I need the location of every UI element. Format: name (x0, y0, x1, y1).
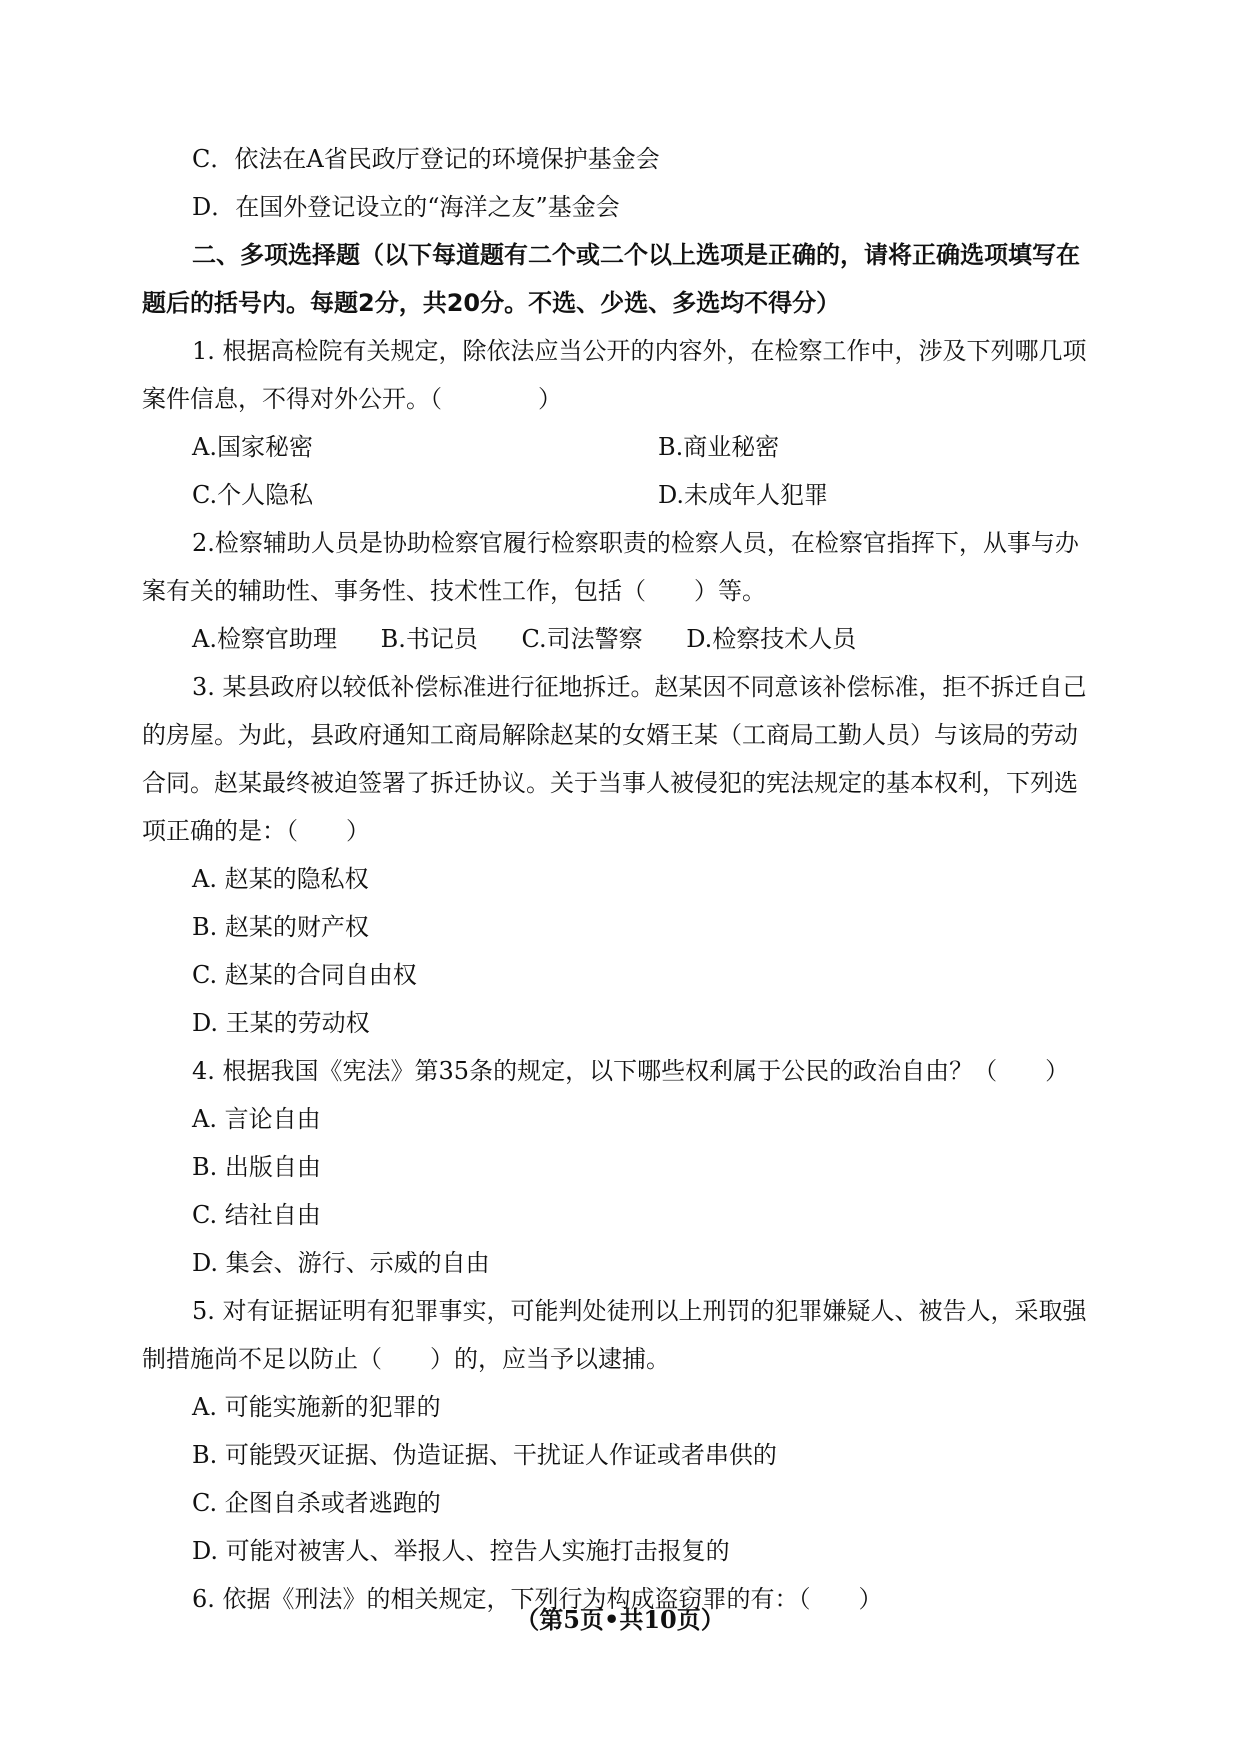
question-3-option-a: A. 赵某的隐私权 (192, 865, 369, 893)
q-prev-option-d: D．在国外登记设立的“海洋之友”基金会 (192, 193, 620, 221)
question-1-text: 1. 根据高检院有关规定，除依法应当公开的内容外，在检察工作中，涉及下列哪几项 (192, 337, 1087, 365)
question-4-option-a: A. 言论自由 (192, 1105, 321, 1133)
question-2-options (142, 615, 1124, 663)
exam-content (142, 135, 1124, 1623)
question-3-text-cont-3: 项正确的是：（ ） (142, 817, 370, 845)
q-prev-option-c: C．依法在A省民政厅登记的环境保护基金会 (192, 145, 660, 173)
question-3-option-c: C. 赵某的合同自由权 (192, 961, 417, 989)
question-2-option-b: B.书记员 (380, 625, 478, 653)
question-3-option-b: B. 赵某的财产权 (192, 913, 369, 941)
question-2-text: 2.检察辅助人员是协助检察官履行检察职责的检察人员，在检察官指挥下，从事与办 (192, 529, 1079, 557)
question-5-text: 5. 对有证据证明有犯罪事实，可能判处徒刑以上刑罚的犯罪嫌疑人、被告人，采取强 (192, 1297, 1087, 1325)
section-title-multiple-choice: 二、多项选择题（以下每道题有二个或二个以上选项是正确的，请将正确选项填写在 (192, 241, 1080, 269)
question-1-option-b: B.商业秘密 (658, 433, 780, 461)
question-1-option-d: D.未成年人犯罪 (658, 481, 829, 509)
question-1-options-row-1 (142, 423, 1124, 471)
question-3-text: 3. 某县政府以较低补偿标准进行征地拆迁。赵某因不同意该补偿标准，拒不拆迁自己 (192, 673, 1087, 701)
question-3-option-d: D. 王某的劳动权 (192, 1009, 370, 1037)
question-5-option-c: C. 企图自杀或者逃跑的 (192, 1489, 441, 1517)
question-4-text: 4. 根据我国《宪法》第35条的规定，以下哪些权利属于公民的政治自由？（ ） (192, 1057, 1070, 1085)
question-3-text-cont-2: 合同。赵某最终被迫签署了拆迁协议。关于当事人被侵犯的宪法规定的基本权利，下列选 (142, 769, 1078, 797)
page-footer: （第5页•共10页） (515, 1605, 725, 1634)
question-1-options-row-2 (142, 471, 1124, 519)
question-5-text-cont: 制措施尚不足以防止（ ）的，应当予以逮捕。 (142, 1345, 670, 1373)
question-4-option-c: C. 结社自由 (192, 1201, 321, 1229)
question-2-option-a: A.检察官助理 (192, 625, 337, 653)
question-2-option-d: D.检察技术人员 (686, 625, 857, 653)
question-6-text: 6. 依据《刑法》的相关规定，下列行为构成盗窃罪的有：（ ） (192, 1585, 883, 1613)
question-5-option-b: B. 可能毁灭证据、伪造证据、干扰证人作证或者串供的 (192, 1441, 777, 1469)
question-4-option-b: B. 出版自由 (192, 1153, 321, 1181)
question-5-option-d: D. 可能对被害人、举报人、控告人实施打击报复的 (192, 1537, 730, 1565)
question-2-text-cont: 案有关的辅助性、事务性、技术性工作，包括（ ）等。 (142, 577, 766, 605)
question-1-option-a: A.国家秘密 (192, 433, 313, 461)
question-1-option-c: C.个人隐私 (192, 481, 314, 509)
question-2-option-c: C.司法警察 (521, 625, 643, 653)
question-3-text-cont-1: 的房屋。为此，县政府通知工商局解除赵某的女婿王某（工商局工勤人员）与该局的劳动 (142, 721, 1078, 749)
question-4-option-d: D. 集会、游行、示威的自由 (192, 1249, 490, 1277)
section-title-multiple-choice-cont: 题后的括号内。每题2分，共20分。不选、少选、多选均不得分） (142, 289, 841, 317)
question-1-text-cont: 案件信息，不得对外公开。（ ） (142, 385, 562, 413)
question-5-option-a: A. 可能实施新的犯罪的 (192, 1393, 441, 1421)
